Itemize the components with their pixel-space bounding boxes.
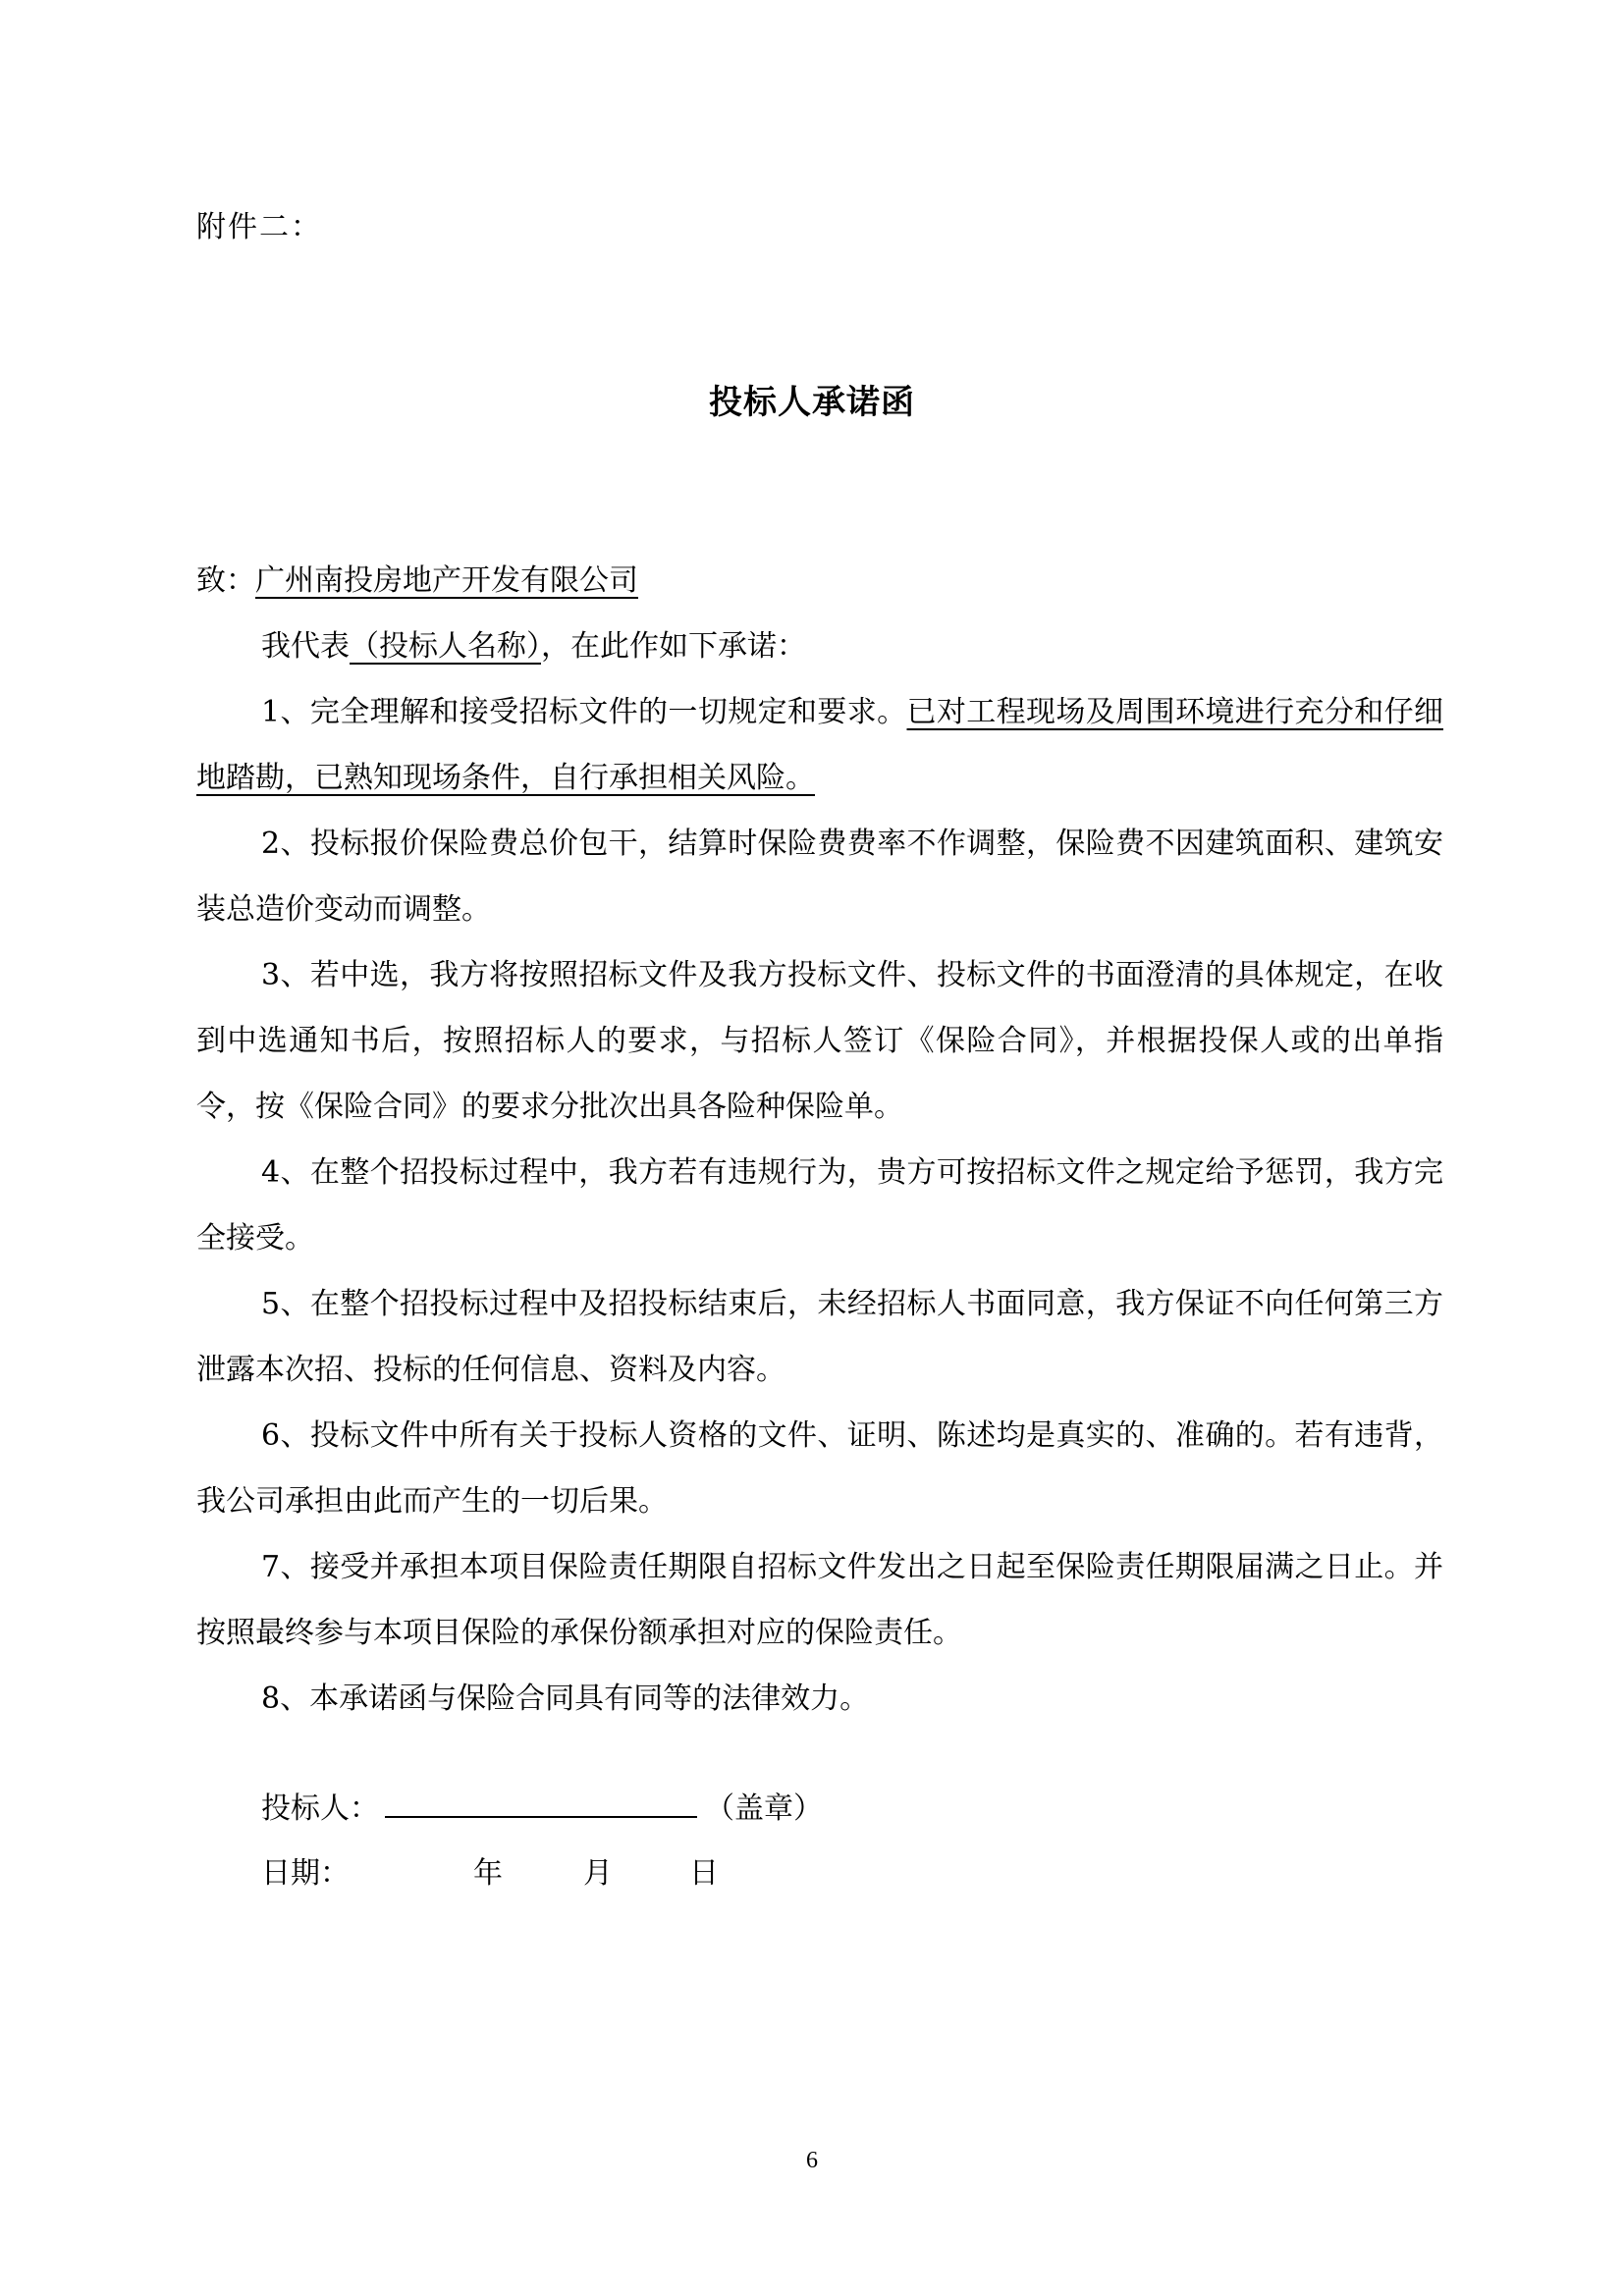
- intro-after: ，在此作如下承诺：: [541, 629, 806, 664]
- commitment-item: 4、在整个招投标过程中，我方若有违规行为，贵方可按招标文件之规定给予惩罚，我方完全接受。: [196, 1155, 1443, 1255]
- commitment-item: 2、投标报价保险费总价包干，结算时保险费费率不作调整，保险费不因建筑面积、建筑安装总造价变动而调整。: [196, 827, 1443, 927]
- intro-line: [196, 614, 1443, 679]
- bidder-signature-field[interactable]: [385, 1783, 697, 1818]
- bidder-name-placeholder: （投标人名称）: [350, 629, 541, 664]
- recipient-line: [196, 548, 1443, 614]
- letter-body: [196, 548, 1443, 1732]
- commitment-text: 1、完全理解和接受招标文件的一切规定和要求。: [261, 695, 907, 729]
- day-label: 日: [689, 1856, 719, 1891]
- seal-label: （盖章）: [705, 1791, 823, 1826]
- signature-block: [261, 1777, 823, 1906]
- commitment-item: 6、投标文件中所有关于投标人资格的文件、证明、陈述均是真实的、准确的。若有违背，我公司承担由此而产生的一切后果。: [196, 1418, 1443, 1519]
- recipient-prefix: 致：: [196, 563, 255, 598]
- commitment-item: [196, 679, 1443, 811]
- commitment-item: 3、若中选，我方将按照招标文件及我方投标文件、投标文件的书面澄清的具体规定，在收到中选通知书后，按照招标人的要求，与招标人签订《保险合同》，并根据投保人或的出单指令，按《保险合同》的要求分批次出具各险种保险单。: [196, 958, 1443, 1124]
- date-label: 日期：: [261, 1856, 350, 1891]
- intro-before: 我代表: [261, 629, 350, 664]
- commitment-item: 5、在整个招投标过程中及招投标结束后，未经招标人书面同意，我方保证不向任何第三方泄露本次招、投标的任何信息、资料及内容。: [196, 1287, 1443, 1387]
- bidder-signature-row: [261, 1777, 823, 1842]
- page-number: 6: [806, 2148, 818, 2173]
- commitment-item: 8、本承诺函与保险合同具有同等的法律效力。: [261, 1682, 870, 1716]
- date-row: [261, 1842, 823, 1906]
- bidder-label: 投标人：: [261, 1791, 379, 1826]
- document-title: 投标人承诺函: [709, 383, 915, 422]
- attachment-label: 附件二：: [196, 210, 322, 244]
- commitment-underlined-text: 已对工程现场及周围环境进行充分和仔细地踏勘，已熟知现场条件，自行承担相关风险。: [196, 695, 1443, 795]
- year-label: 年: [473, 1856, 503, 1891]
- commitment-item: 7、接受并承担本项目保险责任期限自招标文件发出之日起至保险责任期限届满之日止。并按照最终参与本项目保险的承保份额承担对应的保险责任。: [196, 1550, 1443, 1650]
- month-label: 月: [583, 1856, 613, 1891]
- recipient-name: 广州南投房地产开发有限公司: [255, 563, 638, 598]
